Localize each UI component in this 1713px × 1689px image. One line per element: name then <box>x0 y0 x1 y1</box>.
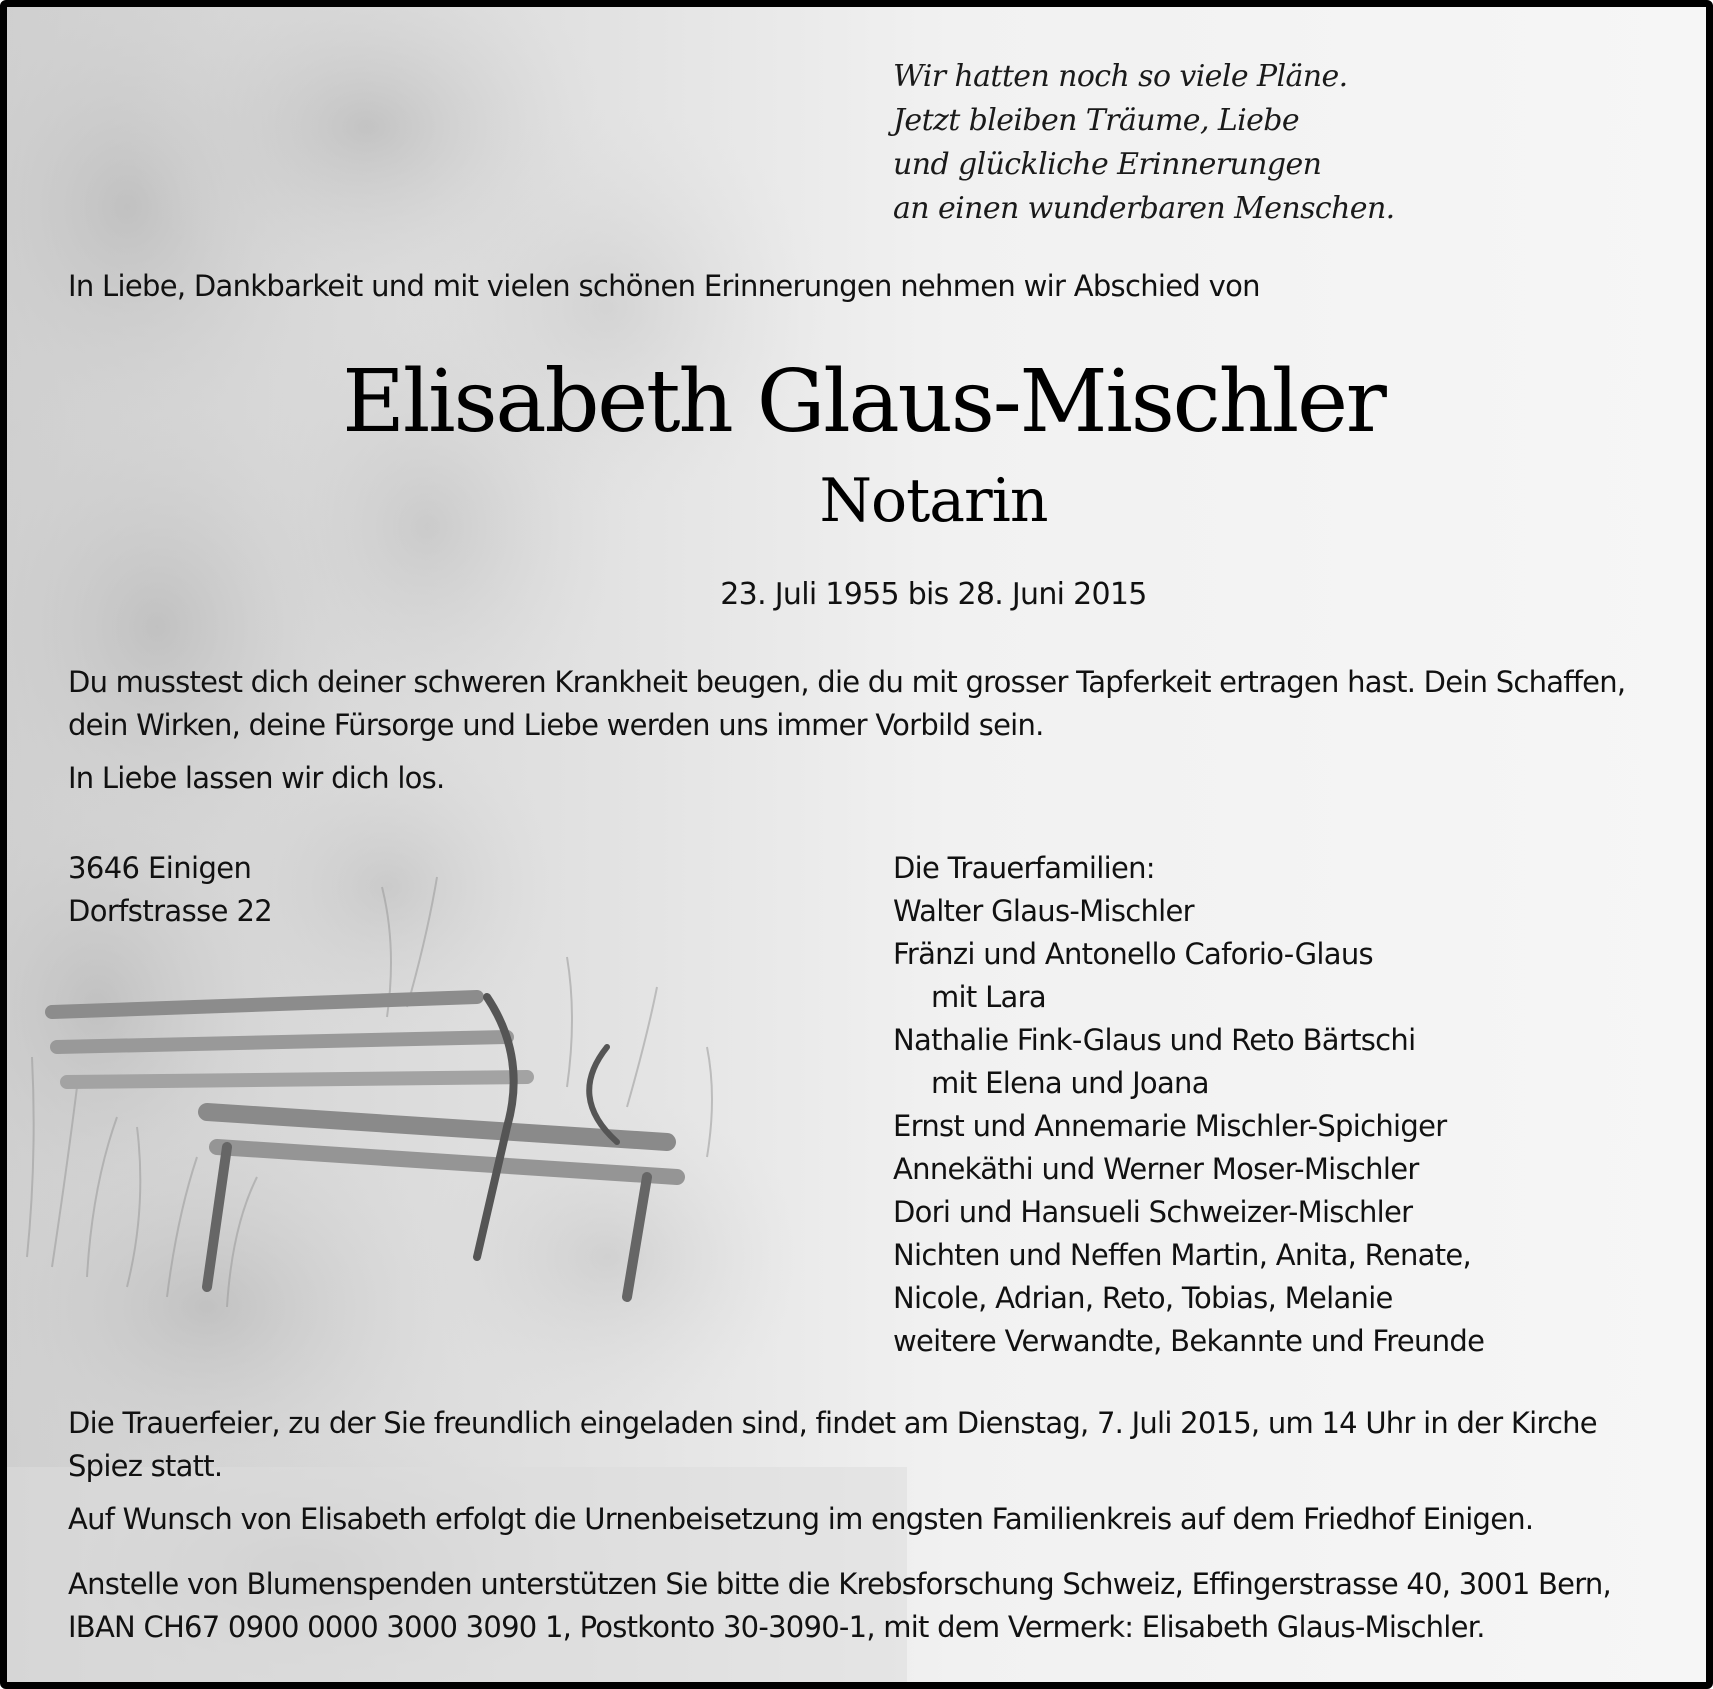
donation-line: Anstelle von Blumenspenden unterstützen Sie bitte die Krebsforschung Schweiz, Effingerstrasse 40, 3001 Bern, <box>68 1567 1611 1601</box>
burial-notice: Auf Wunsch von Elisabeth erfolgt die Urnenbeisetzung im engsten Familienkreis auf dem Friedhof Einigen. <box>68 1502 1534 1536</box>
donation-notice <box>68 1563 1611 1649</box>
address-street: Dorfstrasse 22 <box>68 894 273 928</box>
tribute-line: dein Wirken, deine Fürsorge und Liebe werden uns immer Vorbild sein. <box>68 708 1044 742</box>
quote-line: an einen wunderbaren Menschen. <box>893 191 1395 226</box>
mourners-heading: Die Trauerfamilien: <box>893 851 1155 885</box>
life-dates: 23. Juli 1955 bis 28. Juni 2015 <box>720 577 1147 612</box>
tribute-closing: In Liebe lassen wir dich los. <box>68 761 445 795</box>
mourner-entry: Dori und Hansueli Schweizer-Mischler <box>893 1195 1413 1229</box>
quote-line: und glückliche Erinnerungen <box>893 147 1322 182</box>
mourner-entry: Annekäthi und Werner Moser-Mischler <box>893 1152 1419 1186</box>
ceremony-notice <box>68 1402 1597 1488</box>
mourner-entry: Fränzi und Antonello Caforio-Glaus <box>893 937 1373 971</box>
mourner-entry: Nichten und Neffen Martin, Anita, Renate, <box>893 1238 1472 1272</box>
mourner-entry: Nicole, Adrian, Reto, Tobias, Melanie <box>893 1281 1393 1315</box>
ceremony-line: Spiez statt. <box>68 1449 223 1483</box>
mourner-entry-children: mit Lara <box>931 980 1046 1014</box>
intro-text: In Liebe, Dankbarkeit und mit vielen schönen Erinnerungen nehmen wir Abschied von <box>68 269 1260 303</box>
deceased-title: Notarin <box>819 466 1048 536</box>
quote-line: Jetzt bleiben Träume, Liebe <box>893 103 1300 138</box>
address-city: 3646 Einigen <box>68 851 252 885</box>
epigraph-quote <box>893 55 1395 231</box>
mourner-entry: Ernst und Annemarie Mischler-Spichiger <box>893 1109 1447 1143</box>
mourners-list <box>893 847 1484 1363</box>
deceased-name: Elisabeth Glaus-Mischler <box>342 352 1385 452</box>
mourner-entry-children: mit Elena und Joana <box>931 1066 1209 1100</box>
mourner-entry: weitere Verwandte, Bekannte und Freunde <box>893 1324 1485 1358</box>
mourner-entry: Walter Glaus-Mischler <box>893 894 1194 928</box>
tribute-paragraph <box>68 661 1625 747</box>
mourning-address <box>68 847 272 933</box>
donation-line: IBAN CH67 0900 0000 3000 3090 1, Postkonto 30-3090-1, mit dem Vermerk: Elisabeth Glaus-Mischler. <box>68 1610 1485 1644</box>
quote-line: Wir hatten noch so viele Pläne. <box>893 59 1348 94</box>
tribute-line: Du musstest dich deiner schweren Krankheit beugen, die du mit grosser Tapferkeit ertragen hast. Dein Schaffen, <box>68 665 1626 699</box>
ceremony-line: Die Trauerfeier, zu der Sie freundlich eingeladen sind, findet am Dienstag, 7. Juli 2015, um 14 Uhr in der Kirche <box>68 1406 1597 1440</box>
mourner-entry: Nathalie Fink-Glaus und Reto Bärtschi <box>893 1023 1416 1057</box>
